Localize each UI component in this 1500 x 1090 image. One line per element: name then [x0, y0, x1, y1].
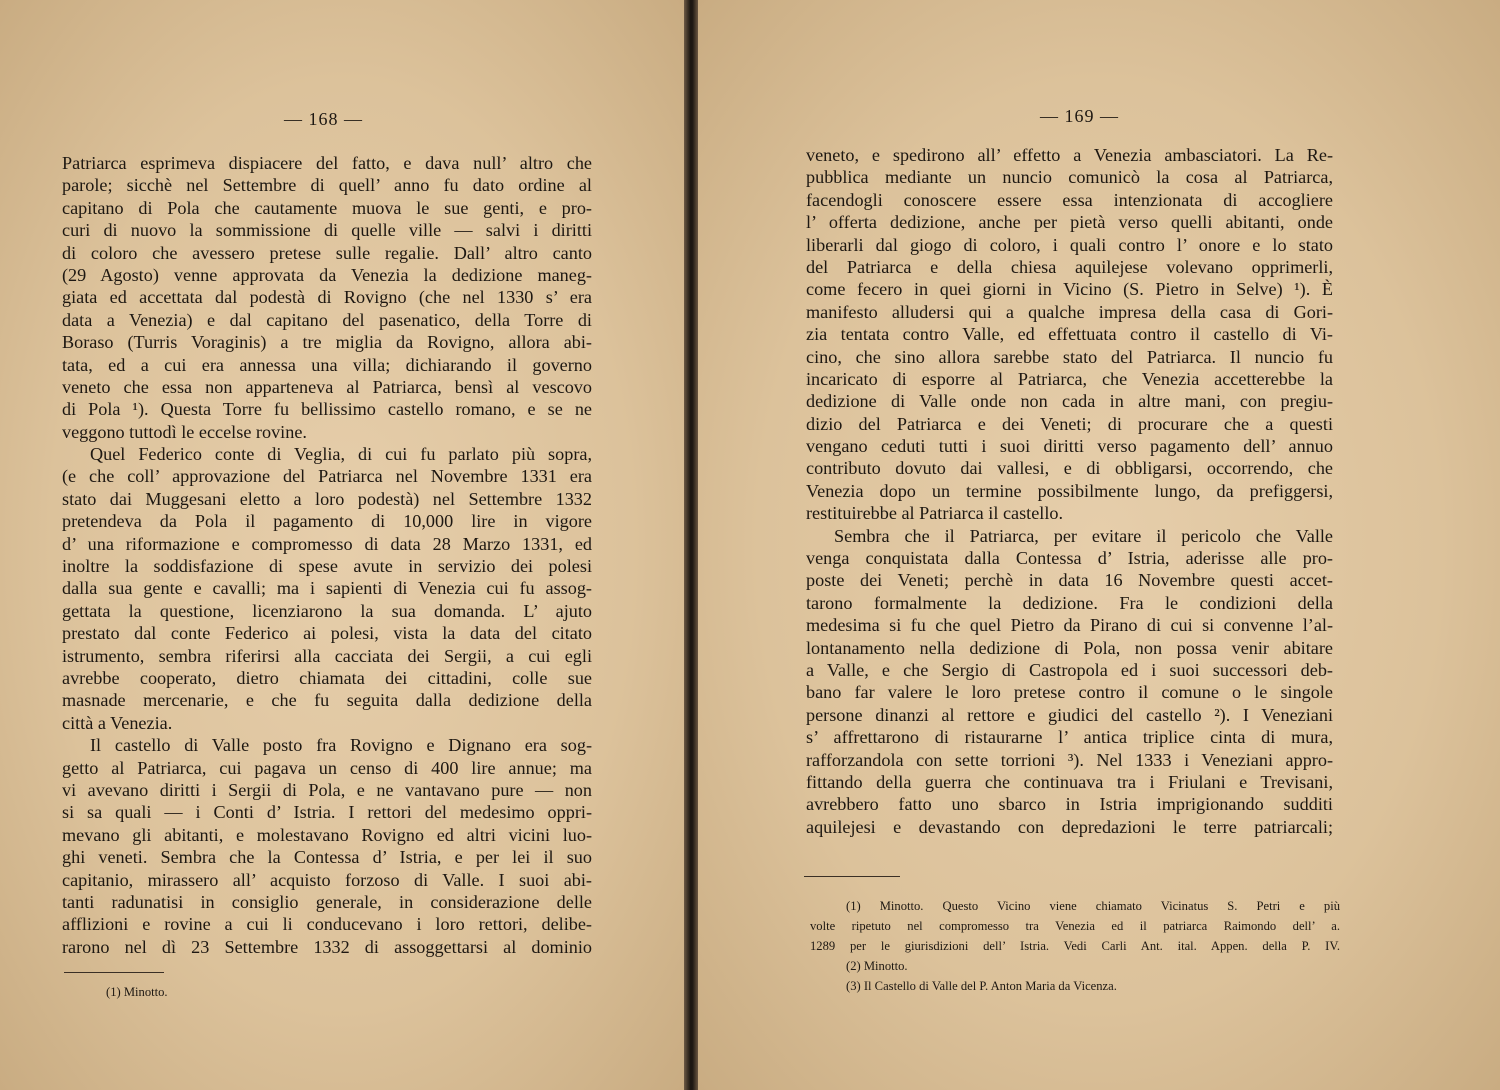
- text-line: aquilejesi e devastando con depredazioni le terre patriarcali;: [806, 816, 1333, 837]
- footnote-rule: [64, 972, 164, 973]
- text-line: istrumento, sembra riferirsi alla cacciata dei Sergii, a cui egli: [62, 645, 592, 666]
- text-line: manifesto alludersi qui a qualche impresa della casa di Gori-: [806, 301, 1333, 322]
- text-line: prestato dal conte Federico ai polesi, vista la data del citato: [62, 623, 592, 644]
- text-line: Quel Federico conte di Veglia, di cui fu parlato più sopra,: [90, 444, 592, 465]
- text-line: città a Venezia.: [62, 712, 173, 733]
- right-page: [698, 0, 1500, 1090]
- text-line: parole; sicchè nel Settembre di quell’ anno fu dato ordine al: [62, 175, 592, 196]
- text-line: veneto, e spedirono all’ effetto a Venezia ambasciatori. La Re-: [806, 145, 1333, 165]
- text-line: di coloro che avessero pretese sulle regalie. Dall’ altro canto: [62, 242, 592, 263]
- footnote-line: (3) Il Castello di Valle del P. Anton Maria da Vicenza.: [846, 979, 1117, 993]
- footnote-line: (1) Minotto. Questo Vicino viene chiamato Vicinatus S. Petri e più: [846, 899, 1340, 913]
- left-page: [0, 0, 684, 1090]
- text-line: mevano gli abitanti, e molestavano Rovigno ed altri vicini luo-: [62, 824, 592, 845]
- footnote-rule: [804, 876, 900, 877]
- text-line: capitano di Pola che cautamente muova le sue genti, e pro-: [62, 197, 592, 218]
- body-text: [62, 152, 592, 958]
- text-line: ghi veneti. Sembra che la Contessa d’ Istria, e per lei il suo: [62, 847, 592, 868]
- text-line: come fecero in quei giorni in Vicino (S. Pietro in Selve) ¹). È: [806, 279, 1333, 300]
- footnote-line: (2) Minotto.: [846, 959, 908, 973]
- text-line: facendogli conoscere essere essa intenzionata di accogliere: [806, 189, 1333, 210]
- text-line: zia tentata contro Valle, ed effettuata contro il castello di Vi-: [806, 324, 1333, 345]
- text-line: stato dai Muggesani eletto a loro podestà) nel Settembre 1332: [62, 488, 592, 509]
- text-line: fittando della guerra che continuava tra i Friulani e Trevisani,: [806, 771, 1333, 792]
- text-line: l’ offerta dedizione, anche per pietà verso quelli abitanti, onde: [806, 212, 1333, 233]
- footnotes: [810, 896, 1340, 996]
- text-line: vi avevano diritti i Sergii di Pola, e ne vantavano pure — non: [62, 779, 592, 800]
- text-line: Il castello di Valle posto fra Rovigno e Dignano era sog-: [90, 735, 592, 756]
- text-line: giata ed accettata dal podestà di Rovigno (che nel 1330 s’ era: [62, 287, 592, 308]
- text-line: capitanio, mirassero all’ acquisto forzoso di Valle. I suoi abi-: [62, 869, 592, 890]
- text-line: Boraso (Turris Voraginis) a tre miglia da Rovigno, allora abi-: [62, 332, 592, 353]
- text-line: persone dinanzi al rettore e giudici del castello ²). I Veneziani: [806, 704, 1333, 725]
- text-line: tata, ed a cui era annessa una villa; dichiarando il governo: [62, 354, 592, 375]
- footnotes: [106, 982, 406, 1002]
- text-line: tanti radunatisi in consiglio generale, in considerazione delle: [62, 891, 592, 912]
- page-number: — 168 —: [284, 109, 363, 129]
- text-line: venga conquistata dalla Contessa d’ Istria, aderisse alle pro-: [806, 548, 1333, 569]
- book-gutter: [684, 0, 698, 1090]
- text-line: dedizione di Valle onde non cada in altre mani, con pregiu-: [806, 391, 1333, 412]
- text-line: liberarli dal giogo di coloro, i quali contro l’ onore e lo stato: [806, 234, 1333, 255]
- footnote-line: 1289 per le giurisdizioni dell’ Istria. Vedi Carli Ant. ital. Appen. della P. IV.: [810, 939, 1340, 953]
- text-line: avrebbe cooperato, dietro chiamata dei cittadini, colle sue: [62, 667, 592, 688]
- text-line: tarono formalmente la dedizione. Fra le condizioni della: [806, 592, 1333, 613]
- text-line: (29 Agosto) venne approvata da Venezia la dedizione maneg-: [62, 264, 592, 285]
- text-line: Patriarca esprimeva dispiacere del fatto, e dava null’ altro che: [62, 153, 592, 173]
- text-line: cino, che sino allora sarebbe stato del Patriarca. Il nuncio fu: [806, 346, 1333, 367]
- text-line: dizio del Patriarca e dei Veneti; di procurare che a questi: [806, 413, 1333, 434]
- text-line: d’ una riformazione e compromesso di data 28 Marzo 1331, ed: [62, 533, 592, 554]
- text-line: si sa quali — i Conti d’ Istria. I rettori del medesimo oppri-: [62, 802, 592, 823]
- text-line: curi di nuovo la sommissione di quelle ville — salvi i diritti: [62, 220, 592, 241]
- text-line: a Valle, e che Sergio di Castropola ed i suoi successori deb-: [806, 659, 1333, 680]
- text-line: veggono tuttodì le eccelse rovine.: [62, 421, 307, 442]
- page-number: — 169 —: [1040, 106, 1119, 126]
- text-line: s’ affrettarono di ristaurarne l’ antica triplice cinta di mura,: [806, 727, 1333, 748]
- text-line: veneto che essa non apparteneva al Patriarca, bensì al vescovo: [62, 376, 592, 397]
- text-line: incaricato di esporre al Patriarca, che Venezia accetterebbe la: [806, 368, 1333, 389]
- text-line: contributo dovuto dai vallesi, e di obbligarsi, occorrendo, che: [806, 458, 1333, 479]
- text-line: getto al Patriarca, cui pagava un censo di 400 lire annue; ma: [62, 757, 592, 778]
- text-line: bano far valere le loro pretese contro il comune o le singole: [806, 682, 1333, 703]
- text-line: dalla sua gente e cavalli; ma i sapienti di Venezia cui fu assog-: [62, 578, 592, 599]
- text-line: afflizioni e rovine a cui li conducevano i loro rettori, delibe-: [62, 914, 592, 935]
- text-line: pretendeva da Pola il pagamento di 10,000 lire in vigore: [62, 511, 592, 532]
- text-line: Sembra che il Patriarca, per evitare il pericolo che Valle: [834, 525, 1333, 546]
- text-line: Venezia dopo un termine possibilmente lungo, da prefiggersi,: [806, 480, 1333, 501]
- text-line: poste dei Veneti; perchè in data 16 Novembre questi accet-: [806, 570, 1333, 591]
- text-line: rafforzandola con sette torrioni ³). Nel 1333 i Veneziani appro-: [806, 749, 1333, 770]
- text-line: (e che coll’ approvazione del Patriarca nel Novembre 1331 era: [62, 466, 592, 487]
- text-line: lontanamento nella dedizione di Pola, non possa venir abitare: [806, 637, 1333, 658]
- text-line: pubblica mediante un nuncio comunicò la cosa al Patriarca,: [806, 167, 1333, 188]
- text-line: restituirebbe al Patriarca il castello.: [806, 503, 1064, 524]
- text-line: di Pola ¹). Questa Torre fu bellissimo castello romano, e se ne: [62, 399, 592, 420]
- body-text: [806, 144, 1333, 838]
- text-line: del Patriarca e della chiesa aquilejese volevano opprimerli,: [806, 256, 1333, 277]
- text-line: medesima si fu che quel Pietro da Pirano di cui si convenne l’al-: [806, 615, 1333, 636]
- text-line: gettata la questione, licenziarono la sua domanda. L’ ajuto: [62, 600, 592, 621]
- text-line: data a Venezia) e dal capitano del pasenatico, della Torre di: [62, 309, 592, 330]
- footnote-line: volte ripetuto nel compromesso tra Venezia ed il patriarca Raimondo dell’ a.: [810, 919, 1340, 933]
- text-line: avrebbero fatto uno sbarco in Istria imprigionando sudditi: [806, 794, 1333, 815]
- footnote-line: (1) Minotto.: [106, 985, 168, 999]
- text-line: inoltre la soddisfazione di spese avute in servizio dei polesi: [62, 556, 592, 577]
- text-line: rarono nel dì 23 Settembre 1332 di assoggettarsi al dominio: [62, 936, 592, 957]
- text-line: masnade mercenarie, e che fu seguita dalla dedizione della: [62, 690, 592, 711]
- text-line: vengano ceduti tutti i suoi diritti verso pagamento dell’ annuo: [806, 436, 1333, 457]
